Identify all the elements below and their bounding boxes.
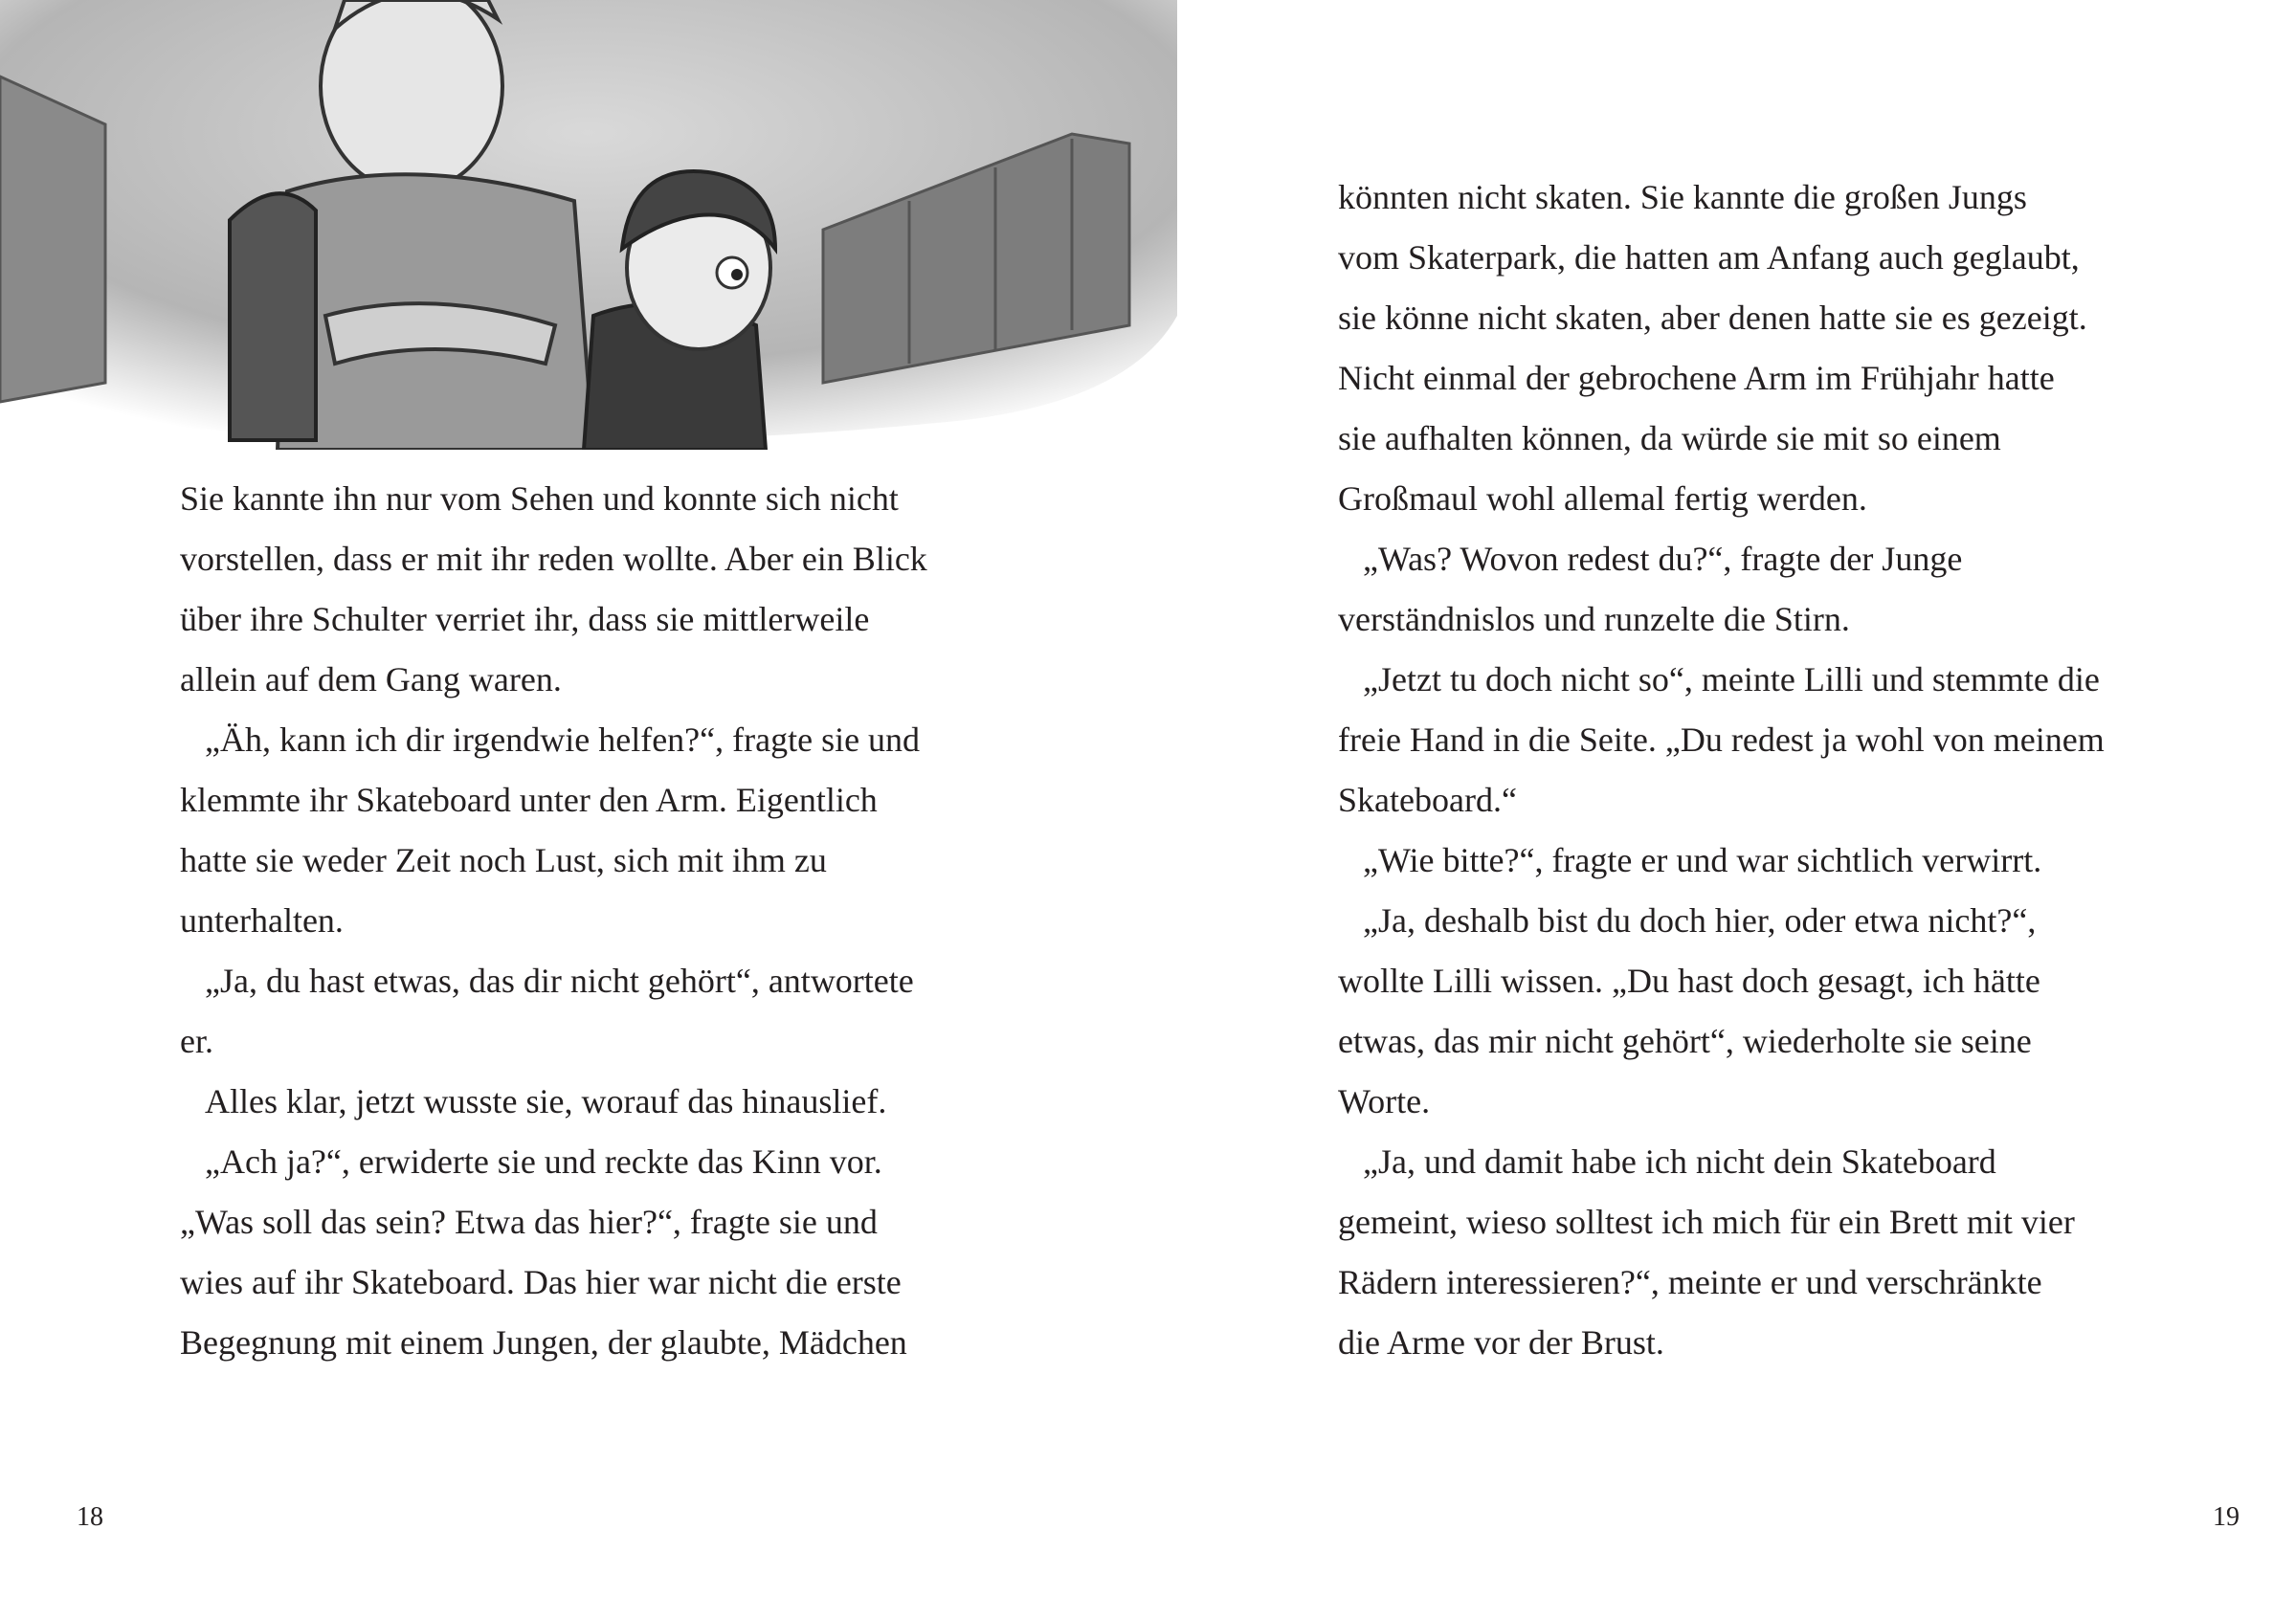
page-number-left: 18 — [77, 1502, 103, 1532]
text-line: Worte. — [1338, 1082, 1431, 1120]
text-line: könnten nicht skaten. Sie kannte die großen Jungs — [1338, 178, 2027, 216]
text-line: klemmte ihr Skateboard unter den Arm. Eigentlich — [180, 781, 878, 819]
text-line: Sie kannte ihn nur vom Sehen und konnte sich nicht — [180, 479, 899, 518]
text-line: „Jetzt tu doch nicht so“, meinte Lilli und stemmte die — [1363, 660, 2100, 698]
text-line: die Arme vor der Brust. — [1338, 1323, 1664, 1362]
text-line: sie aufhalten können, da würde sie mit so einem — [1338, 419, 2001, 457]
text-line: „Ja, und damit habe ich nicht dein Skateboard — [1363, 1142, 1996, 1181]
text-line: unterhalten. — [180, 901, 344, 940]
text-line: „Was soll das sein? Etwa das hier?“, fragte sie und — [180, 1203, 878, 1241]
text-line: „Ja, du hast etwas, das dir nicht gehört“, antwortete — [205, 962, 914, 1000]
text-line: hatte sie weder Zeit noch Lust, sich mit ihm zu — [180, 841, 827, 879]
text-line: wollte Lilli wissen. „Du hast doch gesagt, ich hätte — [1338, 962, 2040, 1000]
text-line: vom Skaterpark, die hatten am Anfang auch geglaubt, — [1338, 238, 2080, 277]
text-line: „Äh, kann ich dir irgendwie helfen?“, fragte sie und — [205, 720, 921, 759]
text-line: er. — [180, 1022, 213, 1060]
text-line: „Wie bitte?“, fragte er und war sichtlich verwirrt. — [1363, 841, 2042, 879]
text-line: Alles klar, jetzt wusste sie, worauf das hinauslief. — [205, 1082, 887, 1120]
left-page-text — [180, 469, 927, 1373]
text-line: „Was? Wovon redest du?“, fragte der Junge — [1363, 540, 1963, 578]
text-line: sie könne nicht skaten, aber denen hatte sie es gezeigt. — [1338, 299, 2087, 337]
text-line: wies auf ihr Skateboard. Das hier war nicht die erste — [180, 1263, 902, 1301]
door — [0, 77, 105, 402]
text-line: etwas, das mir nicht gehört“, wiederholte sie seine — [1338, 1022, 2032, 1060]
text-line: „Ja, deshalb bist du doch hier, oder etwa nicht?“, — [1363, 901, 2037, 940]
text-line: Skateboard.“ — [1338, 781, 1517, 819]
text-line: Rädern interessieren?“, meinte er und verschränkte — [1338, 1263, 2042, 1301]
text-line: Begegnung mit einem Jungen, der glaubte, Mädchen — [180, 1323, 907, 1362]
text-line: verständnislos und runzelte die Stirn. — [1338, 600, 1850, 638]
text-line: vorstellen, dass er mit ihr reden wollte. Aber ein Blick — [180, 540, 927, 578]
text-line: „Ach ja?“, erwiderte sie und reckte das Kinn vor. — [205, 1142, 882, 1181]
text-line: Nicht einmal der gebrochene Arm im Frühjahr hatte — [1338, 359, 2055, 397]
text-line: über ihre Schulter verriet ihr, dass sie mittlerweile — [180, 600, 870, 638]
right-page-text — [1338, 167, 2105, 1373]
hallway-illustration — [0, 0, 1177, 450]
text-line: freie Hand in die Seite. „Du redest ja wohl von meinem — [1338, 720, 2105, 759]
page-number-right: 19 — [2213, 1502, 2240, 1532]
text-line: allein auf dem Gang waren. — [180, 660, 562, 698]
text-line: gemeint, wieso solltest ich mich für ein Brett mit vier — [1338, 1203, 2075, 1241]
text-line: Großmaul wohl allemal fertig werden. — [1338, 479, 1867, 518]
